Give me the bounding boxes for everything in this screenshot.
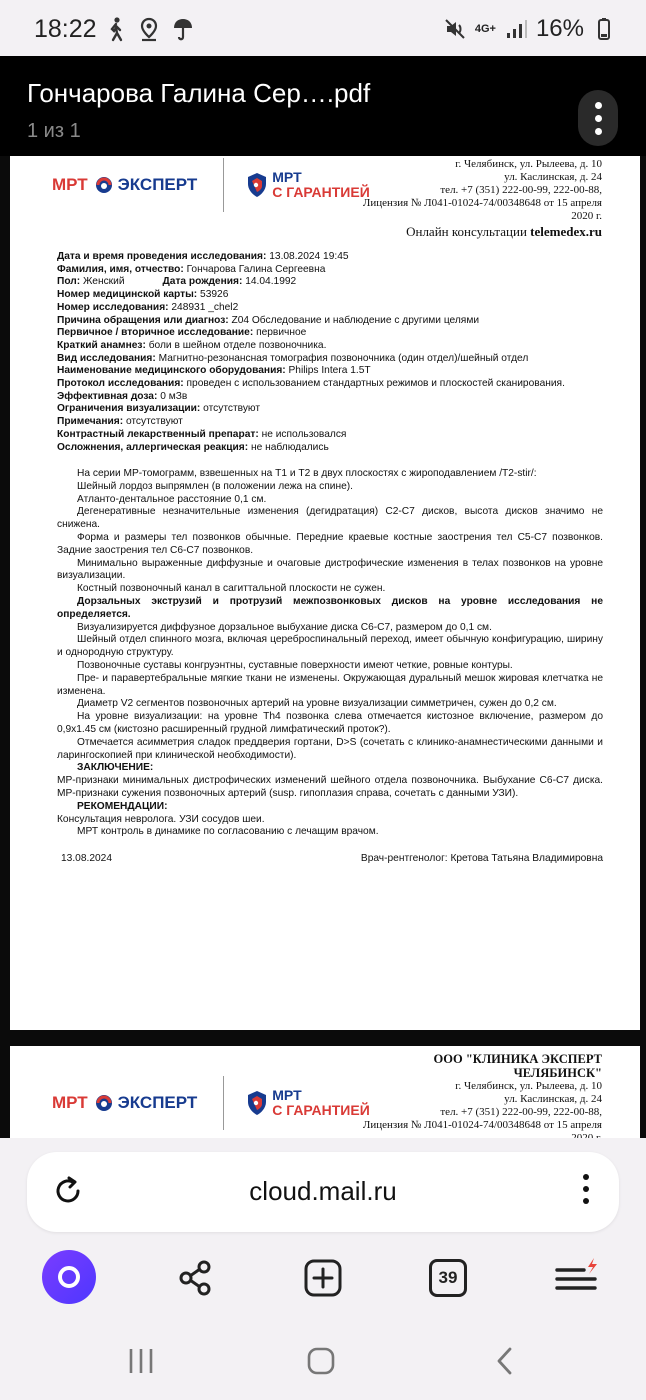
report-paragraph: Дорзальных экструзий и протрузий межпозвонковых дисков на уровне исследования не определяется. [57, 595, 603, 620]
shield-icon [246, 172, 268, 198]
meta-row: Номер медицинской карты: 53926 [57, 289, 229, 301]
meta-row: Вид исследования: Магнитно-резонансная томография позвоночника (один отдел)/шейный отдел [57, 352, 529, 364]
online-site[interactable]: telemedex.ru [530, 224, 602, 239]
recent-apps-icon[interactable] [126, 1346, 156, 1376]
report-paragraph: Отмечается асимметрия сладок преддверия гортани, D>S (сочетать с клинико-анамнестическими данными и ларингоскопией при клинической необходимости). [57, 736, 603, 761]
patient-metadata [57, 251, 565, 454]
umbrella-icon [172, 16, 194, 42]
address-bar[interactable] [27, 1152, 619, 1232]
battery-icon [592, 17, 616, 41]
viewer-menu-button[interactable] [578, 90, 618, 146]
status-icons-left [104, 16, 194, 42]
meta-row: Протокол исследования: проведен с использованием стандартных режимов и плоскостей сканирования. [57, 378, 565, 390]
more-dot-icon [583, 1174, 589, 1180]
report-paragraph: Минимально выраженные диффузные и очаговые дистрофические изменения в телах позвонков на уровне визуализации. [57, 557, 603, 582]
report-paragraph: Пре- и паравертебральные мягкие ткани не изменены. Окружающая дуральный мешок жировая клетчатка не изменена. [57, 672, 603, 697]
more-dot-icon [583, 1186, 589, 1192]
hamburger-update-icon [554, 1256, 598, 1300]
report-paragraphs [57, 468, 603, 839]
battery-percent: 16% [535, 15, 584, 42]
report-paragraph: ЗАКЛЮЧЕНИЕ: [77, 762, 154, 774]
report-paragraph: МРТ контроль в динамике по согласованию с лечащим врачом. [77, 826, 379, 838]
report-paragraph: Дегенеративные незначительные изменения (дегидратация) С2-С7 дисков, высота дисков значимо не снижена. [57, 506, 603, 531]
swirl-logo-icon [94, 1093, 114, 1113]
meta-row: Осложнения, аллергическая реакция: не наблюдались [57, 441, 329, 453]
meta-row: Наименование медицинского оборудования: Philips Intera 1.5T [57, 365, 371, 377]
more-dot-icon [595, 115, 602, 122]
report-paragraph: МР-признаки минимальных дистрофических изменений шейного отдела позвоночника. Выбухание С6-С7 диска. МР-признаки сужения позвоночных артерий (susp. гипоплазия справа, сочетать с данными УЗИ). [57, 775, 603, 799]
walk-icon [104, 16, 126, 42]
more-dot-icon [595, 128, 602, 135]
report-paragraph: Диаметр V2 сегментов позвоночных артерий на уровне визуализации симметричен, сужен до 0,2 см. [77, 698, 557, 710]
location-icon [138, 16, 160, 42]
new-tab-button[interactable] [295, 1250, 351, 1306]
network-type: 4G+ [474, 22, 496, 35]
pdf-page-1[interactable] [10, 138, 640, 1030]
more-dot-icon [583, 1198, 589, 1204]
meta-row: Пол: Женский Дата рождения: 14.04.1992 [57, 276, 297, 288]
share-icon [175, 1258, 215, 1298]
swirl-logo-icon [94, 175, 114, 195]
report-paragraph: Консультация невролога. УЗИ сосудов шеи. [57, 813, 265, 825]
share-button[interactable] [167, 1250, 223, 1306]
plus-square-icon [303, 1258, 343, 1298]
back-icon[interactable] [490, 1346, 520, 1376]
logos [52, 158, 370, 212]
tabs-button[interactable] [420, 1250, 476, 1306]
mrt-expert-logo: МРТ ЭКСПЕРТ [52, 1093, 198, 1112]
alice-icon [54, 1262, 84, 1292]
alice-assistant-button[interactable] [42, 1250, 96, 1304]
viewer-header [0, 56, 646, 156]
report-paragraph: Атланто-дентальное расстояние 0,1 см. [77, 493, 267, 505]
clinic-info: ООО "КЛИНИКА ЭКСПЕРТ ЧЕЛЯБИНСК" г. Челябинск, ул. Рылеева, д. 10 ул. Каслинская, д. 24 тел. +7 (351) 222-00-99, 222-00-88, Лицензия № Л041-01024-74/00348648 от 15 апреля [362, 1052, 602, 1131]
report-body [57, 468, 603, 866]
pdf-viewer[interactable] [0, 56, 646, 1138]
browser-bottom-panel [0, 1138, 646, 1400]
mute-icon [443, 17, 467, 41]
report-paragraph: Костный позвоночный канал в сагиттальной плоскости не сужен. [77, 583, 386, 595]
meta-row: Контрастный лекарственный препарат: не использовался [57, 428, 347, 440]
logos [52, 1076, 370, 1130]
meta-row: Первичное / вторичное исследование: первичное [57, 327, 307, 339]
home-icon[interactable] [306, 1346, 336, 1376]
status-time: 18:22 [34, 15, 97, 43]
url-text[interactable]: cloud.mail.ru [249, 1176, 397, 1206]
report-paragraph: Шейный отдел спинного мозга, включая цереброспинальный переход, имеет обычную конфигурацию, ширину и однородную структуру. [57, 634, 603, 659]
browser-menu-button[interactable] [548, 1250, 604, 1306]
meta-row: Эффективная доза: 0 мЗв [57, 390, 188, 402]
signature-line [57, 853, 603, 866]
browser-toolbar [0, 1250, 646, 1310]
meta-row: Краткий анамнез: боли в шейном отделе позвоночника. [57, 339, 327, 351]
more-dot-icon [595, 102, 602, 109]
meta-row: Причина обращения или диагноз: Z04 Обследование и наблюдение с другими целями [57, 314, 480, 326]
mrt-guarantee-logo: МРТ С ГАРАНТИЕЙ [246, 1088, 370, 1118]
report-paragraph: Форма и размеры тел позвонков обычные. Передние краевые костные заострения тел С5-С7 позвонков. Задние заострения тел С6-С7 позвонков. [57, 531, 603, 556]
meta-row: Номер исследования: 248931 _chel2 [57, 301, 239, 313]
address-menu-button[interactable] [583, 1174, 589, 1204]
meta-row: Дата и время проведения исследования: 13.08.2024 19:45 [57, 251, 349, 262]
online-consultations: Онлайн консультации telemedex.ru [406, 224, 602, 239]
report-paragraph: На уровне визуализации: на уровне Th4 позвонка слева отмечается кистозное включение, размером до 0,9х1.45 см (кистозно расширенный грудной лимфатический проток?). [57, 711, 603, 735]
report-paragraph: Шейный лордоз выпрямлен (в положении лежа на спине). [77, 480, 353, 492]
system-nav-bar [0, 1338, 646, 1400]
meta-row: Ограничения визуализации: отсутствуют [57, 403, 260, 415]
clinic-name: ООО "КЛИНИКА ЭКСПЕРТ ЧЕЛЯБИНСК" [433, 1052, 602, 1080]
clinic-info: г. Челябинск, ул. Рылеева, д. 10 ул. Каслинская, д. 24 тел. +7 (351) 222-00-99, 222-00-88, Лицензия № Л041-01024-74/00348648 от 15 апреля 2020 г. Онлайн консультации telemedex.ru [363, 130, 602, 238]
report-paragraph: На серии МР-томограмм, взвешенных на T1 и T2 в двух плоскостях с жироподавлением /T2-stir/: [77, 468, 537, 479]
status-bar [0, 0, 646, 56]
meta-row: Фамилия, имя, отчество: Гончарова Галина Сергеевна [57, 263, 326, 275]
meta-row: Примечания: отсутствуют [57, 416, 183, 428]
shield-icon [246, 1090, 268, 1116]
status-icons-right [443, 15, 616, 43]
logo-divider [223, 158, 224, 212]
report-paragraph: Позвоночные суставы конгруэнтны, суставные поверхности имеют четкие, ровные контуры. [77, 659, 513, 671]
sign-date: 13.08.2024 [61, 853, 112, 865]
logo-divider [223, 1076, 224, 1130]
report-paragraph: РЕКОМЕНДАЦИИ: [77, 800, 168, 812]
mrt-expert-logo: МРТ ЭКСПЕРТ [52, 175, 198, 194]
tabs-count: 39 [429, 1259, 467, 1297]
sign-doctor: Врач-рентгенолог: Кретова Татьяна Владимировна [360, 853, 603, 865]
signal-icon [504, 17, 528, 41]
document-title: Гончарова Галина Сер….pdf [27, 78, 371, 108]
mrt-guarantee-logo: МРТ С ГАРАНТИЕЙ [246, 170, 370, 200]
page-indicator: 1 из 1 [27, 120, 81, 142]
report-paragraph: Визуализируется диффузное дорзальное выбухание диска С6-С7, размером до 0,1 см. [77, 621, 492, 633]
